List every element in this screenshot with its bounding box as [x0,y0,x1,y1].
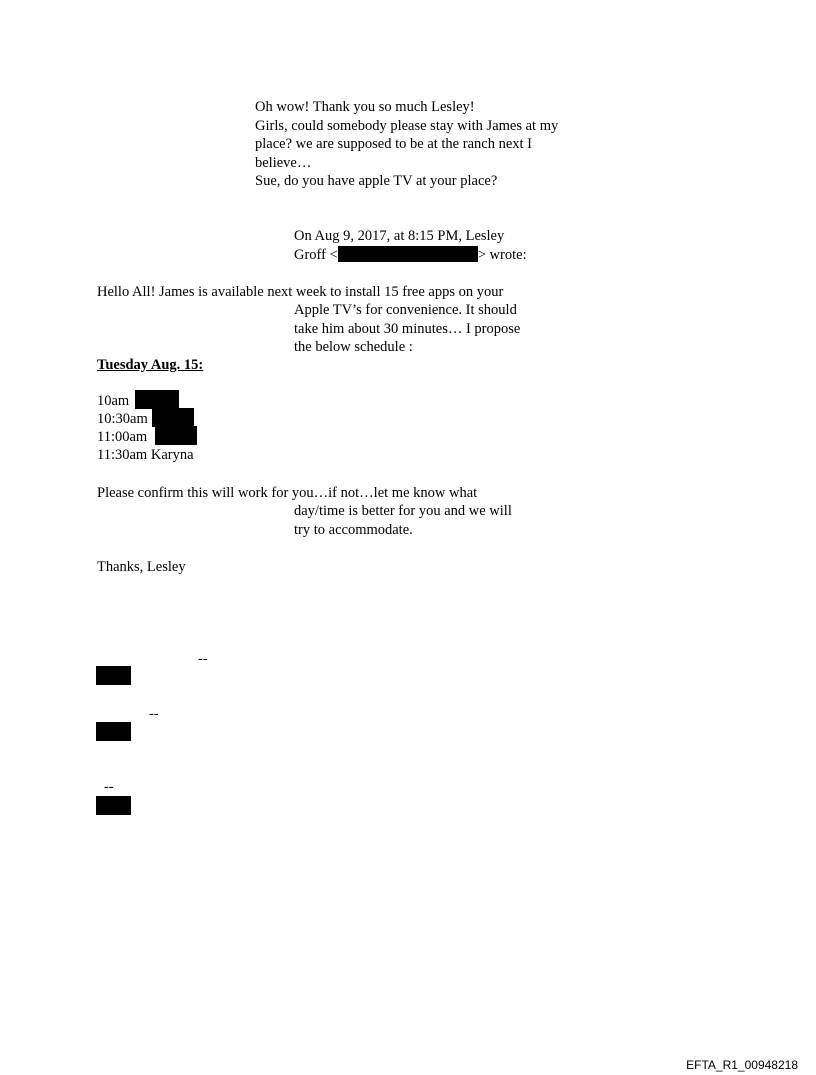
redacted-name [152,408,194,427]
schedule-row [97,392,129,411]
redacted-signature [96,666,131,685]
reply-line: Oh wow! Thank you so much Lesley! [255,99,475,115]
wrote-label: > wrote: [477,246,527,263]
reply-line: Girls, could somebody please stay with James at my [255,117,559,134]
quote-header-line2 [294,246,527,265]
confirm-line: try to accommodate. [294,521,413,538]
intro-first-line: Hello All! James is available next week to install 15 free apps on your [97,284,504,300]
intro-line: the below schedule : [294,339,413,355]
intro-line: take him about 30 minutes… I propose [294,320,521,337]
reply-line: place? we are supposed to be at the ranch next I [255,136,532,152]
signature-separator: -- [198,651,208,667]
sender-name: Groff < [294,246,338,263]
quote-header-line1: On Aug 9, 2017, at 8:15 PM, Lesley [294,228,505,244]
intro-line: Apple TV’s for convenience. It should [294,302,517,318]
schedule-day-heading: Tuesday Aug. 15: [97,357,204,373]
redacted-name [135,390,179,409]
redacted-email [338,246,478,262]
reply-body [255,98,558,191]
confirm-first-line: Please confirm this will work for you…if not…let me know what [97,485,478,501]
redacted-name [155,426,197,445]
signoff: Thanks, Lesley [97,559,186,575]
schedule-time: 10am [97,393,130,409]
schedule-row [97,428,147,447]
confirm-line: day/time is better for you and we will [294,503,512,519]
schedule-row [97,446,194,465]
schedule-time: 11:30am [97,447,148,463]
redacted-signature [96,796,131,815]
signature-separator: -- [104,779,114,795]
schedule-name: Karyna [150,447,194,463]
redacted-signature [96,722,131,741]
quote-header [294,227,527,264]
schedule-time: 11:00am [97,429,148,445]
reply-line: Sue, do you have apple TV at your place? [255,173,498,189]
intro-continuation [294,301,520,357]
schedule-time: 10:30am [97,411,148,427]
confirm-continuation [294,502,512,539]
reply-line: believe… [255,154,312,171]
signature-separator: -- [149,706,159,722]
document-id: EFTA_R1_00948218 [686,1058,798,1072]
schedule-row [97,410,148,429]
